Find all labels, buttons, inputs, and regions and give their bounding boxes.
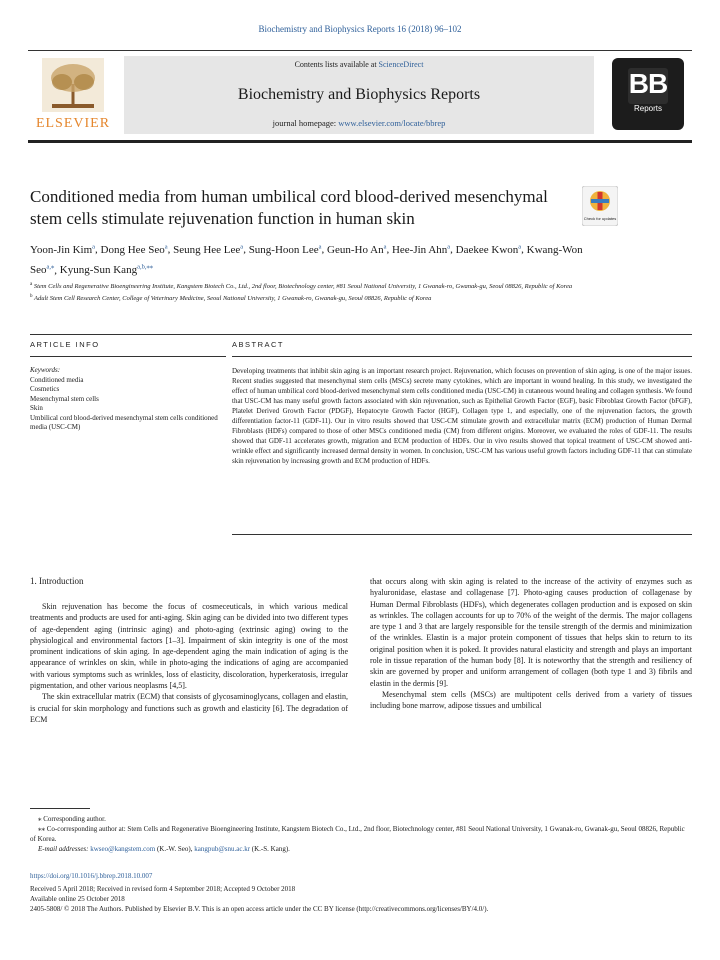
author[interactable]: Sung-Hoon Lee$^a$: [248, 243, 322, 256]
paragraph: that occurs along with skin aging is related to the increase of the activity of enzymes such as hyaluronidase, elastase and collagenase [7]. Photo-aging causes production of collagenase by Human Dermal Fibroblasts (HDFs), which degenerates collagen production and is exposed on skin as wrinkles. The collagen accounts for up to 70% of the weight of the dermis. The major collagens are type 1 and 3 that are largely responsible for the tensile strength of the dermis and minimization of the wrinkles. Elastin is a major protein component of tissues that helps skin to return to its original position when it is poked. It provides natural elasticity and strength and plays an important role in tissue reparation of the human body [8]. It is noteworthy that the strength and resiliency of skin are governed by proper and uniform arrangement of collagen (both type 1 and 3) fibrils and elastin in the dermis [9].: [370, 577, 692, 688]
abstract-bottom-rule: [232, 534, 692, 535]
email-owner: (K.-S. Kang).: [250, 845, 290, 853]
abstract-rule: [232, 356, 692, 357]
available-online: Available online 25 October 2018: [30, 895, 125, 903]
body-column-right: [370, 576, 692, 712]
footnote-cocorresponding: ⁎⁎ Co-corresponding author at: Stem Cells and Regenerative Bioengineering Institute, Kangstem Biotech Co., Ltd., 2nd floor, Biotechnology center, #81 Seoul National University, 1 Gwanak-ro, Gwanak-gu, Seoul 08826, Republic of Korea.: [30, 825, 685, 843]
footnote-emails: [30, 844, 692, 854]
keywords-label: Keywords:: [30, 366, 61, 374]
homepage-line: [124, 118, 594, 128]
elsevier-logo[interactable]: [28, 56, 118, 134]
email-link[interactable]: kangpub@snu.ac.kr: [194, 845, 251, 853]
body-column-left: [30, 601, 348, 725]
author[interactable]: Daekee Kwon$^a$: [455, 243, 522, 256]
abstract-text: Developing treatments that inhibit skin aging is an important research project. Rejuvenation, which focuses on prevention of skin aging, is one of the major issues. Recent studies suggested that mesenchymal stem cells (MSCs) secrete many cytokines, which are important in wound healing. In this study, we investigated the effect of human umbilical cord blood-derived mesenchymal stem cells conditioned media (USC-CM) in cutaneous wound healing and collagen synthesis. We found that USC-CM has many useful growth factors associated with skin rejuvenation, such as Epithelial Growth Factor (EGF), basic Fibroblast Growth Factor (bFGF), Platelet Derived Growth Factor (PDGF), Hepatocyte Growth Factor (HGF), Collagen type 1, and especially, one of the rejuvenation factors, the growth differentiation factor-11 (GDF-11). Our in vitro results showed that USC-CM stimulate growth and extracellular matrix (ECM) production of Human Dermal Fibroblasts (HDFs) compared to those of other MSCs conditioned media (CM) from different origins. Moreover, we evaluated the roles of GDF-11. The results showed that GDF-11 accelerates growth, migration and ECM production of HDFs. Our in vivo results showed that topical treatment of USC-CM showed anti-wrinkle effect and significantly increased dermal density in women. In conclusion, USC-CM has various useful growth factors including GDF-11 that can stimulate skin rejuvenation by increasing growth and ECM production of HDFs.: [232, 367, 692, 465]
info-top-rule: [30, 334, 692, 335]
journal-name: Biochemistry and Biophysics Reports: [237, 86, 481, 103]
cover-panel: [612, 58, 684, 130]
abstract-heading: ABSTRACT: [232, 340, 285, 349]
homepage-prefix: journal homepage:: [272, 118, 339, 128]
keyword: Skin: [30, 404, 43, 412]
publication-history: [30, 884, 630, 914]
author[interactable]: Dong Hee Seo$^a$: [100, 243, 168, 256]
contents-prefix: Contents lists available at: [294, 60, 379, 69]
paragraph: The skin extracellular matrix (ECM) that consists of glycosaminoglycans, collagen and elastin, is crucial for skin morphology and functions such as growth and elasticity [6]. The degradation of ECM: [30, 692, 348, 724]
header-top-rule: [28, 50, 692, 51]
author[interactable]: Yoon-Jin Kim$^a$: [30, 243, 96, 256]
keyword: Umbilical cord blood-derived mesenchymal stem cells conditioned media (USC-CM): [30, 413, 218, 431]
email-label: E-mail addresses:: [38, 845, 89, 853]
footnotes: [30, 814, 692, 854]
sciencedirect-link[interactable]: ScienceDirect: [378, 60, 424, 69]
article-title: Conditioned media from human umbilical cord blood-derived mesenchymal stem cells stimulate rejuvenation function in human skin: [30, 187, 548, 228]
contents-line: [124, 60, 594, 69]
masthead-bottom-rule: [28, 140, 692, 143]
license-statement: 2405-5808/ © 2018 The Authors. Published by Elsevier B.V. This is an open access article under the CC BY license (http://creativecommons.org/licenses/BY/4.0/).: [30, 905, 489, 913]
author[interactable]: Geun-Ho An$^a$: [327, 243, 387, 256]
elsevier-tree-icon: [42, 58, 104, 112]
cover-letters: BB: [628, 68, 668, 99]
keyword: Mesenchymal stem cells: [30, 394, 99, 403]
crossmark-label: Check for updates: [583, 216, 617, 221]
affiliation-item: $^b$ Adult Stem Cell Research Center, College of Veterinary Medicine, Seoul National University, 1 Gwanak-ro, Gwanak-gu, Seoul 08826, Republic of Korea: [30, 294, 432, 303]
cover-subtitle: Reports: [633, 104, 662, 113]
crossmark-badge[interactable]: [582, 186, 618, 226]
email-owner: (K.-W. Seo),: [155, 845, 195, 853]
homepage-link[interactable]: www.elsevier.com/locate/bbrep: [338, 118, 446, 128]
article-info-rule: [30, 356, 226, 357]
paragraph: Skin rejuvenation has become the focus of cosmeceuticals, in which various medical treatments and products are used for anti-aging. Skin aging can be divided into two different types of age-dependent aging (intrinsic aging) and photo-aging (extrinsic aging) owing to the physiological and environmental factors [1–3]. Impairment of skin integrity is one of the most prominent indications of skin aging. In age-dependent aging the main indication of aging is the appearance of wrinkles on skin, while in photo-aging the indications of aging are accompanied with various symptoms such as wrinkles, loss of elasticity, discoloration, hyperkeratosis, irregular pigmentation, and other various neoplasms [4,5].: [30, 602, 348, 691]
author-list: Yoon-Jin Kim$^a$, Dong Hee Seo$^a$, Seung Hee Lee$^a$, Sung-Hoon Lee$^a$, Geun-Ho An$^a$, Hee-Jin Ahn$^a$, Daekee Kwon$^a$, Kwang-Won Seo$^{a,⁎}$, Kyung-Sun Kang$^{a,b,⁎⁎}$: [30, 243, 583, 277]
author[interactable]: Kwang-Won Seo$^{a,⁎}$: [30, 243, 583, 277]
elsevier-wordmark: ELSEVIER: [35, 116, 111, 131]
keyword: Cosmetics: [30, 385, 60, 393]
doi-link[interactable]: https://doi.org/10.1016/j.bbrep.2018.10.007: [30, 872, 153, 880]
journal-cover[interactable]: [608, 56, 692, 134]
article-info-heading: ARTICLE INFO: [30, 340, 100, 349]
footnote-corresponding: ⁎ Corresponding author.: [38, 815, 106, 823]
author[interactable]: Hee-Jin Ahn$^a$: [391, 243, 451, 256]
affiliation-item: $^a$ Stem Cells and Regenerative Bioengineering Institute, Kangstem Biotech Co., Ltd., 2nd floor, Biotechnology center, #81 Seoul National University, 1 Gwanak-ro, Gwanak-gu, Seoul 08826, Republic of Korea: [30, 282, 573, 291]
affiliations: [30, 280, 650, 304]
email-link[interactable]: kwseo@kangstem.com: [90, 845, 156, 853]
keyword: Conditioned media: [30, 375, 84, 384]
running-header[interactable]: Biochemistry and Biophysics Reports 16 (2018) 96–102: [258, 24, 462, 34]
paragraph: Mesenchymal stem cells (MSCs) are multipotent cells derived from a variety of tissues including bone marrow, adipose tissues and umbilical: [370, 689, 692, 711]
received-dates: Received 5 April 2018; Received in revised form 4 September 2018; Accepted 9 October 2018: [30, 885, 296, 893]
journal-masthead: [124, 56, 594, 134]
footnote-rule: [30, 808, 90, 809]
author[interactable]: Seung Hee Lee$^a$: [173, 243, 244, 256]
section-heading-introduction: 1. Introduction: [30, 576, 84, 586]
author[interactable]: Kyung-Sun Kang$^{a,b,⁎⁎}$: [59, 263, 153, 277]
keywords-block: [30, 366, 220, 433]
